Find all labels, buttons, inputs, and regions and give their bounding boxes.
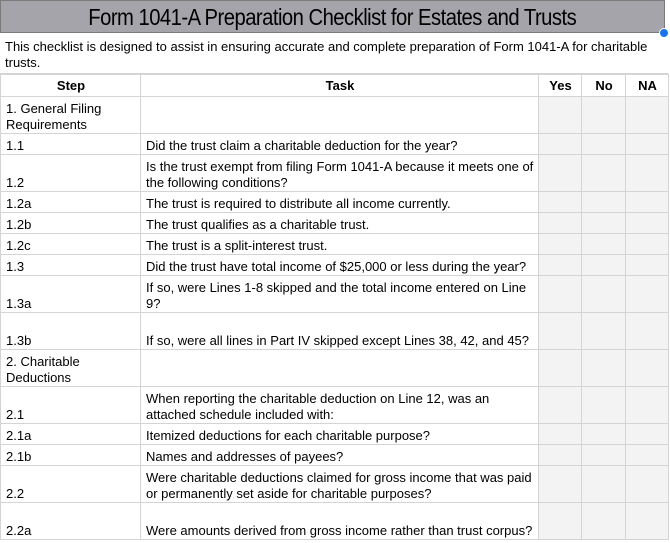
task-cell[interactable]: Were charitable deductions claimed for gross income that was paid or permanently set aside for charitable purposes?	[141, 466, 539, 503]
table-row	[1, 192, 669, 213]
step-cell[interactable]: 2.2	[1, 466, 141, 503]
table-row	[1, 350, 669, 387]
column-header-step: Step	[1, 75, 141, 97]
step-cell[interactable]: 1.3	[1, 255, 141, 276]
table-row	[1, 387, 669, 424]
na-cell[interactable]	[626, 155, 669, 192]
na-cell[interactable]	[626, 313, 669, 350]
no-cell[interactable]	[582, 313, 626, 350]
na-cell[interactable]	[626, 192, 669, 213]
task-cell[interactable]: Did the trust claim a charitable deduction for the year?	[141, 134, 539, 155]
task-cell[interactable]: If so, were all lines in Part IV skipped except Lines 38, 42, and 45?	[141, 313, 539, 350]
na-cell[interactable]	[626, 503, 669, 540]
yes-cell[interactable]	[539, 155, 582, 192]
intro-text: This checklist is designed to assist in ensuring accurate and complete preparation of Form 1041-A for charitable trusts.	[0, 34, 668, 74]
yes-cell[interactable]	[539, 97, 582, 134]
task-cell[interactable]	[141, 97, 539, 134]
task-cell[interactable]: Itemized deductions for each charitable purpose?	[141, 424, 539, 445]
task-cell[interactable]: Names and addresses of payees?	[141, 445, 539, 466]
na-cell[interactable]	[626, 276, 669, 313]
no-cell[interactable]	[582, 255, 626, 276]
yes-cell[interactable]	[539, 424, 582, 445]
yes-cell[interactable]	[539, 313, 582, 350]
na-cell[interactable]	[626, 255, 669, 276]
yes-cell[interactable]	[539, 445, 582, 466]
task-cell[interactable]: The trust is required to distribute all income currently.	[141, 192, 539, 213]
task-cell[interactable]: The trust qualifies as a charitable trust.	[141, 213, 539, 234]
no-cell[interactable]	[582, 350, 626, 387]
step-cell[interactable]: 2.1a	[1, 424, 141, 445]
column-header-na: NA	[626, 75, 669, 97]
yes-cell[interactable]	[539, 466, 582, 503]
table-row	[1, 424, 669, 445]
yes-cell[interactable]	[539, 255, 582, 276]
step-cell[interactable]: 1.1	[1, 134, 141, 155]
checklist-table	[0, 74, 669, 540]
table-row	[1, 155, 669, 192]
page-title: Form 1041-A Preparation Checklist for Estates and Trusts	[88, 4, 577, 30]
task-cell[interactable]: When reporting the charitable deduction on Line 12, was an attached schedule included with:	[141, 387, 539, 424]
no-cell[interactable]	[582, 155, 626, 192]
step-cell[interactable]: 2.1b	[1, 445, 141, 466]
na-cell[interactable]	[626, 97, 669, 134]
na-cell[interactable]	[626, 213, 669, 234]
table-row	[1, 503, 669, 540]
task-cell[interactable]: Were amounts derived from gross income rather than trust corpus?	[141, 503, 539, 540]
step-cell[interactable]: 1. General Filing Requirements	[1, 97, 141, 134]
step-cell[interactable]: 1.2b	[1, 213, 141, 234]
step-cell[interactable]: 1.3b	[1, 313, 141, 350]
step-cell[interactable]: 2.1	[1, 387, 141, 424]
no-cell[interactable]	[582, 234, 626, 255]
na-cell[interactable]	[626, 387, 669, 424]
yes-cell[interactable]	[539, 134, 582, 155]
no-cell[interactable]	[582, 424, 626, 445]
no-cell[interactable]	[582, 192, 626, 213]
title-bar	[0, 0, 665, 33]
na-cell[interactable]	[626, 445, 669, 466]
na-cell[interactable]	[626, 466, 669, 503]
no-cell[interactable]	[582, 97, 626, 134]
column-header-no: No	[582, 75, 626, 97]
table-row	[1, 313, 669, 350]
task-cell[interactable]	[141, 350, 539, 387]
no-cell[interactable]	[582, 213, 626, 234]
no-cell[interactable]	[582, 387, 626, 424]
no-cell[interactable]	[582, 466, 626, 503]
yes-cell[interactable]	[539, 503, 582, 540]
step-cell[interactable]: 1.3a	[1, 276, 141, 313]
no-cell[interactable]	[582, 276, 626, 313]
table-row	[1, 234, 669, 255]
task-cell[interactable]: Did the trust have total income of $25,000 or less during the year?	[141, 255, 539, 276]
table-row	[1, 445, 669, 466]
na-cell[interactable]	[626, 424, 669, 445]
step-cell[interactable]: 1.2c	[1, 234, 141, 255]
yes-cell[interactable]	[539, 387, 582, 424]
header-row	[1, 75, 669, 97]
task-cell[interactable]: The trust is a split-interest trust.	[141, 234, 539, 255]
no-cell[interactable]	[582, 445, 626, 466]
yes-cell[interactable]	[539, 234, 582, 255]
step-cell[interactable]: 2.2a	[1, 503, 141, 540]
table-row	[1, 466, 669, 503]
yes-cell[interactable]	[539, 192, 582, 213]
yes-cell[interactable]	[539, 213, 582, 234]
table-row	[1, 276, 669, 313]
table-row	[1, 134, 669, 155]
column-header-task: Task	[141, 75, 539, 97]
na-cell[interactable]	[626, 234, 669, 255]
step-cell[interactable]: 2. Charitable Deductions	[1, 350, 141, 387]
step-cell[interactable]: 1.2a	[1, 192, 141, 213]
na-cell[interactable]	[626, 350, 669, 387]
yes-cell[interactable]	[539, 276, 582, 313]
task-cell[interactable]: Is the trust exempt from filing Form 1041-A because it meets one of the following conditions?	[141, 155, 539, 192]
no-cell[interactable]	[582, 134, 626, 155]
column-header-yes: Yes	[539, 75, 582, 97]
na-cell[interactable]	[626, 134, 669, 155]
table-row	[1, 213, 669, 234]
no-cell[interactable]	[582, 503, 626, 540]
table-row	[1, 255, 669, 276]
task-cell[interactable]: If so, were Lines 1-8 skipped and the total income entered on Line 9?	[141, 276, 539, 313]
step-cell[interactable]: 1.2	[1, 155, 141, 192]
table-row	[1, 97, 669, 134]
yes-cell[interactable]	[539, 350, 582, 387]
